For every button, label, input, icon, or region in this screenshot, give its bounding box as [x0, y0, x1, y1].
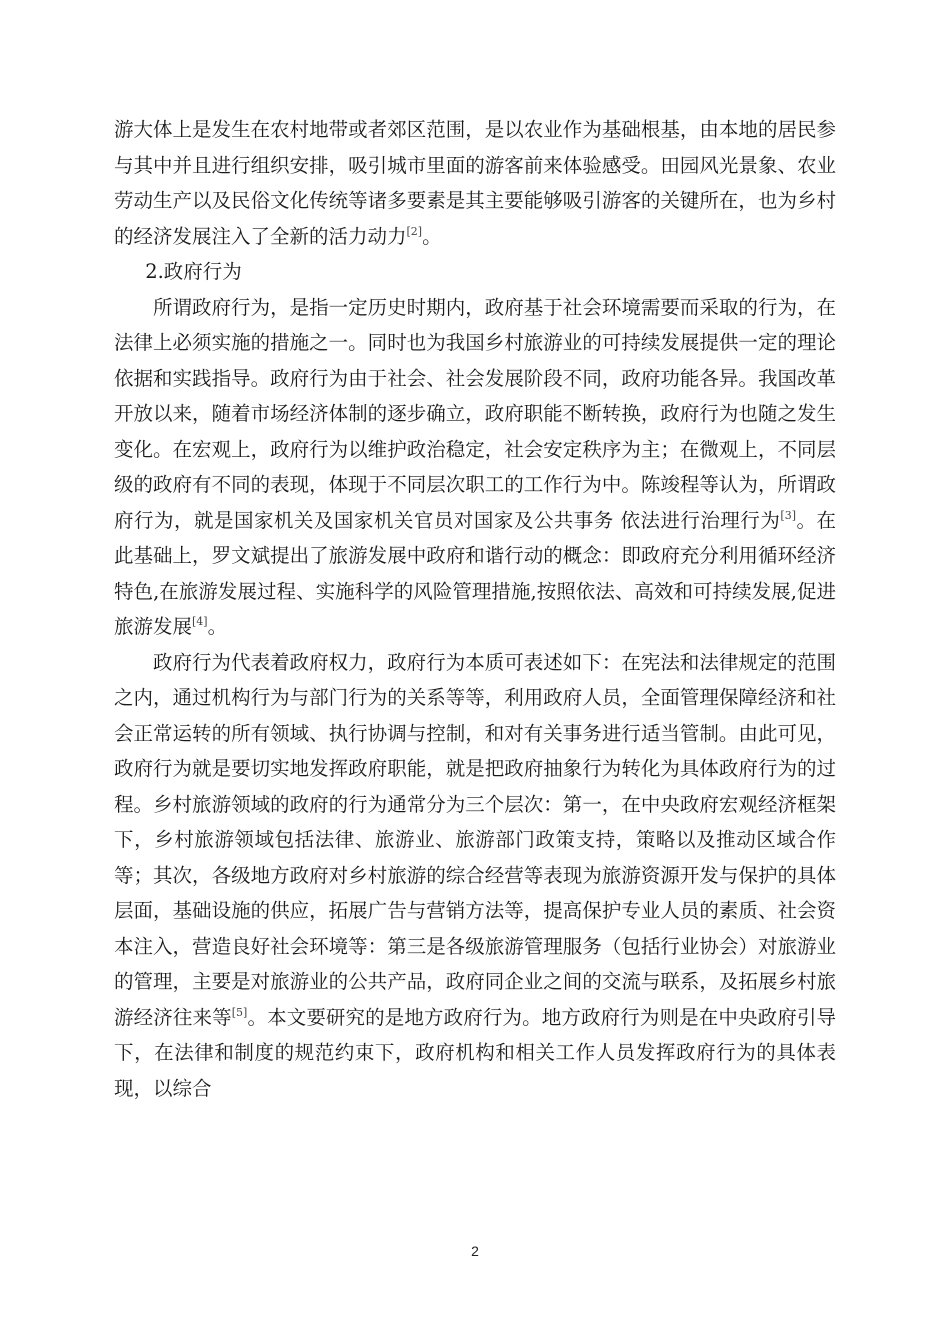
paragraph-rural-tourism [114, 112, 836, 254]
paragraph-text-continued: 。在此基础上，罗文斌提出了旅游发展中政府和谐行动的概念：即政府充分利用循环经济特色,在旅游发展过程、实施科学的风险管理措施,按照依法、高效和可持续发展,促进旅游发展 [114, 508, 836, 638]
citation-3: [3] [780, 508, 796, 522]
paragraph-tail: 。 [207, 615, 228, 638]
citation-2: [2] [406, 224, 423, 238]
paragraph-text: 游大体上是发生在农村地带或者郊区范围，是以农业作为基础根基，由本地的居民参与其中并且进行组织安排，吸引城市里面的游客前来体验感受。田园风光景象、农业劳动生产以及民俗文化传统等诸多要素是其主要能够吸引游客的关键所在，也为乡村的经济发展注入了全新的活力动力 [114, 118, 836, 248]
page-number: 2 [471, 1243, 479, 1259]
paragraph-text: 政府行为代表着政府权力，政府行为本质可表述如下：在宪法和法律规定的范围之内，通过机构行为与部门行为的关系等等，利用政府人员，全面管理保障经济和社会正常运转的所有领域、执行协调与控制，和对有关事务进行适当管制。由此可见，政府行为就是要切实地发挥政府职能，就是把政府抽象行为转化为具体政府行为的过程。乡村旅游领域的政府的行为通常分为三个层次：第一，在中央政府宏观经济框架下，乡村旅游领域包括法律、旅游业、旅游部门政策支持，策略以及推动区域合作等；其次，各级地方政府对乡村旅游的综合经营等表现为旅游资源开发与保护的具体层面，基础设施的供应，拓展广告与营销方法等，提高保护专业人员的素质、社会资本注入，营造良好社会环境等：第三是各级旅游管理服务（包括行业协会）对旅游业的管理，主要是对旅游业的公共产品，政府同企业之间的交流与联系，及拓展乡村旅游经济往来等 [114, 650, 836, 1029]
section-heading: 2.政府行为 [145, 260, 242, 283]
paragraph-government-behavior-definition [114, 290, 836, 645]
citation-5: [5] [231, 1005, 248, 1019]
paragraph-text: 所谓政府行为，是指一定历史时期内，政府基于社会环境需要而采取的行为，在法律上必须实施的措施之一。同时也为我国乡村旅游业的可持续发展提供一定的理论依据和实践指导。政府行为由于社会、社会发展阶段不同，政府功能各异。我国改革开放以来，随着市场经济体制的逐步确立，政府职能不断转换，政府行为也随之发生变化。在宏观上，政府行为以维护政治稳定，社会安定秩序为主；在微观上，不同层级的政府有不同的表现，体现于不同层次职工的工作行为中。陈竣程等认为，所谓政府行为，就是国家机关及国家机关官员对国家及公共事务 依法进行治理行为 [114, 295, 836, 532]
paragraph-tail: 。 [422, 224, 442, 248]
paragraph-government-behavior-levels [114, 645, 836, 1107]
document-body [114, 112, 836, 1106]
citation-4: [4] [192, 615, 208, 628]
paragraph-tail: 。本文要研究的是地方政府行为。地方政府行为则是在中央政府引导下，在法律和制度的规范约束下，政府机构和相关工作人员发挥政府行为的具体表现，以综合 [114, 1005, 836, 1100]
